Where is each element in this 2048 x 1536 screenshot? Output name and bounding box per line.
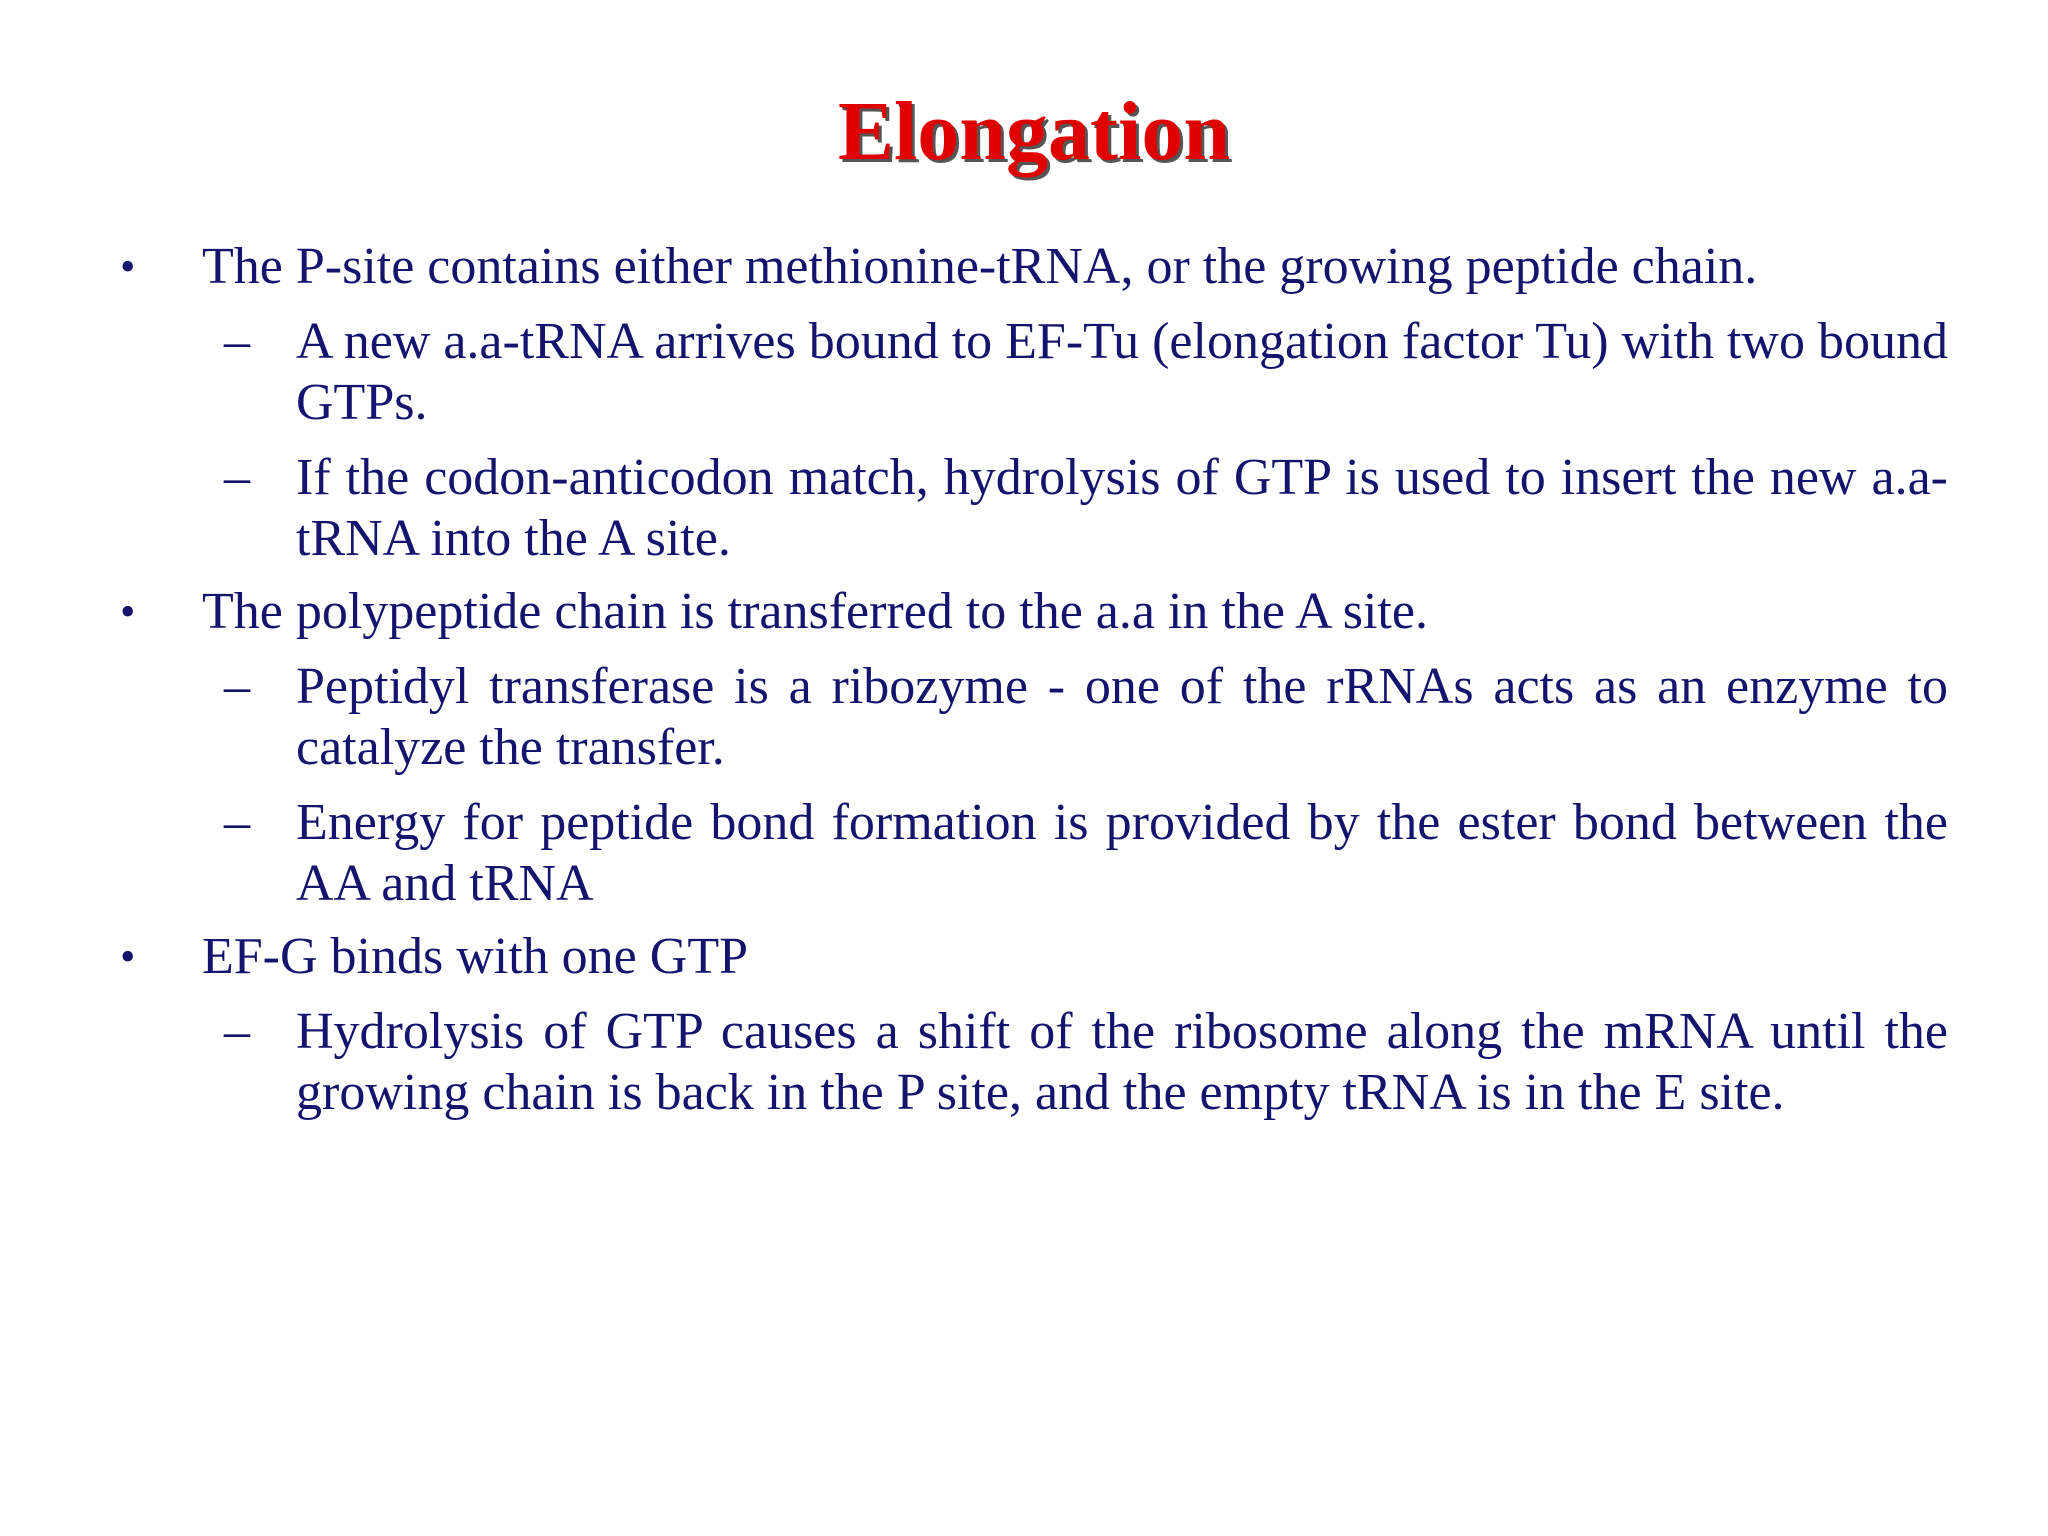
- bullet-marker: •: [120, 587, 136, 637]
- sub-bullet-marker: –: [224, 658, 250, 716]
- sub-bullet-item: [120, 447, 1948, 569]
- bullet-text: EF-G binds with one GTP: [202, 928, 748, 986]
- bullet-item: [120, 581, 1948, 642]
- sub-bullet-text: Peptidyl transferase is a ribozyme - one of the rRNAs acts as an enzyme to catalyze the transfer.: [296, 658, 1948, 777]
- sub-bullet-item: [120, 792, 1948, 914]
- sub-bullet-item: [120, 1001, 1948, 1123]
- slide-title: Elongation: [837, 85, 1231, 178]
- sub-bullet-marker: –: [224, 313, 250, 371]
- bullet-marker: •: [120, 932, 136, 982]
- bullet-text: The polypeptide chain is transferred to the a.a in the A site.: [202, 583, 1428, 641]
- sub-bullet-text: Energy for peptide bond formation is provided by the ester bond between the AA and tRNA: [296, 794, 1948, 913]
- sub-bullet-text: A new a.a-tRNA arrives bound to EF-Tu (elongation factor Tu) with two bound GTPs.: [296, 313, 1948, 432]
- sub-bullet-text: Hydrolysis of GTP causes a shift of the ribosome along the mRNA until the growing chain is back in the P site, and the empty tRNA is in the E site.: [296, 1003, 1948, 1122]
- sub-bullet-item: [120, 311, 1948, 433]
- bullet-marker: •: [120, 242, 136, 292]
- bullet-item: [120, 926, 1948, 987]
- bullet-text: The P-site contains either methionine-tRNA, or the growing peptide chain.: [202, 238, 1758, 296]
- sub-bullet-marker: –: [224, 449, 250, 507]
- sub-bullet-marker: –: [224, 1003, 250, 1061]
- sub-bullet-text: If the codon-anticodon match, hydrolysis of GTP is used to insert the new a.a-tRNA into the A site.: [296, 449, 1948, 568]
- sub-bullet-item: [120, 656, 1948, 778]
- sub-bullet-marker: –: [224, 794, 250, 852]
- bullet-item: [120, 236, 1948, 297]
- slide-content: [120, 236, 1948, 1123]
